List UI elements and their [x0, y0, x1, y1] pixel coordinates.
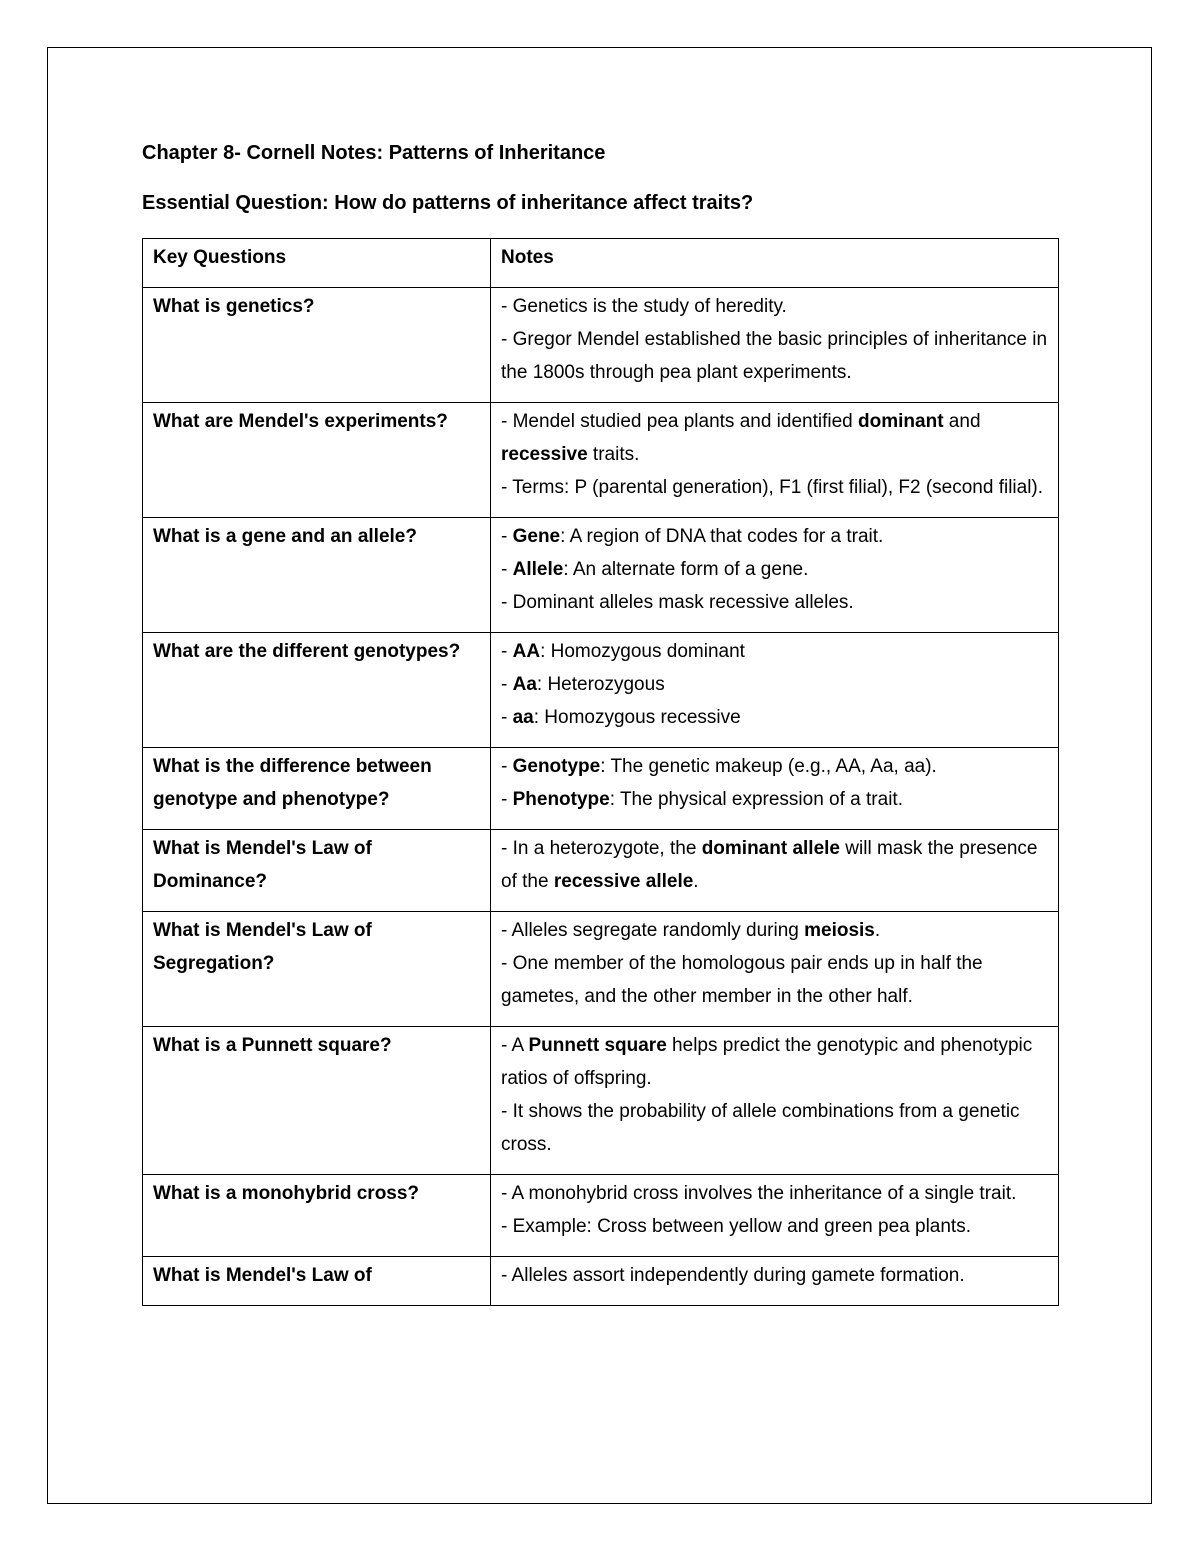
note-bold-term: recessive allele: [553, 871, 694, 892]
note-text: -: [501, 526, 513, 547]
note-bold-term: Gene: [512, 526, 561, 547]
note-text: will mask the presence of the: [501, 838, 1038, 892]
table-row: [143, 1027, 1059, 1175]
note-bold-term: dominant: [858, 411, 944, 432]
key-question: What is a gene and an allele?: [143, 518, 491, 633]
note-text: - Example: Cross between yellow and green pea plants.: [501, 1216, 971, 1237]
note-line: [501, 323, 1048, 389]
table-row: [143, 633, 1059, 748]
table-row: [143, 830, 1059, 912]
note-text: traits.: [587, 444, 640, 465]
note-text: : Heterozygous: [536, 674, 665, 695]
note-line: [501, 471, 1048, 504]
table-row: [143, 912, 1059, 1027]
notes-cell: [491, 403, 1059, 518]
key-question: What is the difference between genotype and phenotype?: [143, 748, 491, 830]
note-text: -: [501, 789, 513, 810]
key-question: What is a monohybrid cross?: [143, 1175, 491, 1257]
notes-cell: [491, 830, 1059, 912]
note-line: [501, 750, 1048, 783]
note-line: [501, 1259, 1048, 1292]
note-line: [501, 1177, 1048, 1210]
note-text: - It shows the probability of allele combinations from a genetic cross.: [501, 1101, 1020, 1155]
note-line: [501, 290, 1048, 323]
note-text: - Genetics is the study of heredity.: [501, 296, 787, 317]
table-header-row: [143, 239, 1059, 288]
note-bold-term: aa: [512, 707, 534, 728]
note-text: - In a heterozygote, the: [501, 838, 702, 859]
notes-cell: [491, 1027, 1059, 1175]
note-text: and: [943, 411, 981, 432]
notes-cell: [491, 288, 1059, 403]
cornell-notes-table: [142, 238, 1059, 1306]
note-text: - Dominant alleles mask recessive alleles.: [501, 592, 854, 613]
note-text: -: [501, 674, 513, 695]
note-text: - Alleles segregate randomly during: [501, 920, 805, 941]
page-title: Chapter 8- Cornell Notes: Patterns of Inheritance: [142, 142, 606, 164]
header-key-questions: Key Questions: [143, 239, 491, 288]
key-question: What is Mendel's Law of: [143, 1257, 491, 1306]
note-text: -: [501, 641, 513, 662]
note-bold-term: Allele: [512, 559, 564, 580]
table-row: [143, 288, 1059, 403]
note-bold-term: Phenotype: [512, 789, 610, 810]
note-bold-term: Genotype: [512, 756, 601, 777]
note-text: : The genetic makeup (e.g., AA, Aa, aa).: [600, 756, 937, 777]
note-text: -: [501, 559, 513, 580]
note-line: [501, 947, 1048, 1013]
table-body: [143, 288, 1059, 1306]
key-question: What are Mendel's experiments?: [143, 403, 491, 518]
notes-cell: [491, 748, 1059, 830]
note-text: : A region of DNA that codes for a trait.: [560, 526, 884, 547]
essential-question: Essential Question: How do patterns of inheritance affect traits?: [142, 192, 754, 214]
notes-cell: [491, 633, 1059, 748]
note-line: [501, 405, 1048, 471]
note-line: [501, 914, 1048, 947]
key-question: What are the different genotypes?: [143, 633, 491, 748]
notes-cell: [491, 1175, 1059, 1257]
note-text: : Homozygous recessive: [533, 707, 741, 728]
note-line: [501, 1095, 1048, 1161]
table-row: [143, 518, 1059, 633]
note-bold-term: Punnett square: [528, 1035, 667, 1056]
note-text: - Terms: P (parental generation), F1 (first filial), F2 (second filial).: [501, 477, 1044, 498]
note-text: - Gregor Mendel established the basic principles of inheritance in the 1800s through pea plant experiments.: [501, 329, 1048, 383]
notes-cell: [491, 518, 1059, 633]
note-text: : An alternate form of a gene.: [563, 559, 809, 580]
note-line: [501, 520, 1048, 553]
note-line: [501, 701, 1048, 734]
note-text: .: [693, 871, 699, 892]
note-text: : Homozygous dominant: [540, 641, 745, 662]
note-line: [501, 586, 1048, 619]
table-row: [143, 1175, 1059, 1257]
note-bold-term: recessive: [501, 444, 588, 465]
note-line: [501, 783, 1048, 816]
note-bold-term: Aa: [512, 674, 537, 695]
note-bold-term: meiosis: [804, 920, 875, 941]
note-text: .: [874, 920, 881, 941]
key-question: What is Mendel's Law of Segregation?: [143, 912, 491, 1027]
key-question: What is Mendel's Law of Dominance?: [143, 830, 491, 912]
note-text: -: [501, 756, 513, 777]
note-bold-term: dominant allele: [701, 838, 840, 859]
note-text: - A: [501, 1035, 529, 1056]
header-notes: Notes: [491, 239, 1059, 288]
note-text: : The physical expression of a trait.: [609, 789, 903, 810]
note-bold-term: AA: [512, 641, 541, 662]
note-line: [501, 553, 1048, 586]
note-text: - One member of the homologous pair ends up in half the gametes, and the other member in the other half.: [501, 953, 983, 1007]
notes-cell: [491, 912, 1059, 1027]
note-line: [501, 668, 1048, 701]
note-text: - Mendel studied pea plants and identified: [501, 411, 859, 432]
key-question: What is a Punnett square?: [143, 1027, 491, 1175]
note-text: -: [501, 707, 513, 728]
note-text: helps predict the genotypic and phenotypic ratios of offspring.: [501, 1035, 1033, 1089]
table-row: [143, 403, 1059, 518]
note-text: - Alleles assort independently during gamete formation.: [501, 1265, 965, 1286]
note-line: [501, 1210, 1048, 1243]
table-row: [143, 1257, 1059, 1306]
note-text: - A monohybrid cross involves the inheritance of a single trait.: [501, 1183, 1017, 1204]
notes-cell: [491, 1257, 1059, 1306]
note-line: [501, 832, 1048, 898]
key-question: What is genetics?: [143, 288, 491, 403]
note-line: [501, 1029, 1048, 1095]
table-row: [143, 748, 1059, 830]
notes-table-container: [142, 238, 1059, 1389]
note-line: [501, 635, 1048, 668]
